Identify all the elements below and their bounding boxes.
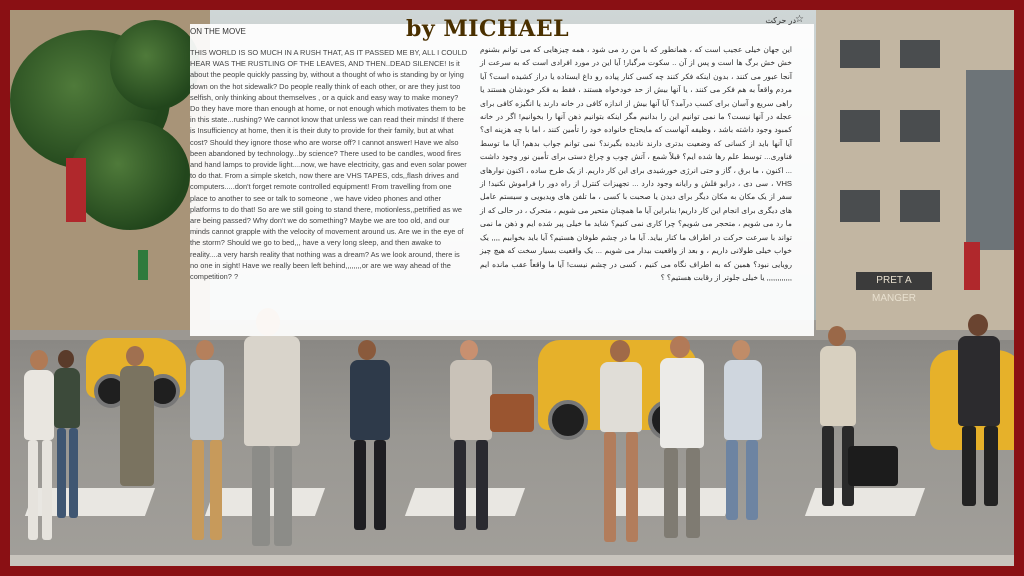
tree	[110, 20, 200, 110]
curb	[10, 555, 1014, 575]
handbag	[848, 446, 898, 486]
english-body-text: THIS WORLD IS SO MUCH IN A RUSH THAT, AS IT PASSED ME BY, ALL I COULD HEAR WAS THE RUSTLING OF THE LEAVES, AND THEN..DEAD SILENCE! Is it about the people quickly passing by, without a thought of who is standing by or lying down on the hot sidewalk? Do people really think of each other, or are they just too selfish, only thinking about themselves , or a quick and easy way to make money? Do they have more than enough at home, or not enough which motivates them to be in this state...rushing? We cannot know that unless we can read their minds! If there is Insufficiency at home, then it is their duty to provide for their family, but at what cost? Should they ignore those who are worse off? I cannot answer! Have we also been abandoned by technology...by science? There used to be candles, wood fires and hand lamps to provide light....now, we have electricity, gas and even solar power to do that. From a simple sketch, now there are VHS TAPES, cds,,flash drives and computers.....don't forget remote controlled equipment! From travelling from one place to another to see or talk to someone , we have video phones and other platforms to do that! So are we still going to stand there, motionless,,petrified as we are being passed? Why don't we do something? Maybe we are too old, and our minds cannot grapple with the velocity of movement around us. Are we in the eye of the storm? Should we go to bed,,, have a very long sleep, and then awake to reality....a very harsh reality that nothing was a dream? As we look around, there is no one in sight! Have we really been left behind,,,,,,,,or are we way ahead of the competition? ?	[190, 48, 468, 282]
star-icon: ☆	[795, 14, 804, 25]
handbag	[490, 394, 534, 432]
author-signature: by MICHAEL	[406, 16, 570, 42]
shop-sign: PRET A MANGER	[856, 272, 932, 290]
street-sign	[138, 250, 148, 280]
persian-title: در حرکت	[765, 16, 796, 25]
persian-body-text: این جهان خیلی عجیب است که ، همانطور که با من رد می شود ، همه چیزهایی که می توانم بشنوم خش خش برگ ها است و پس از آن .. سکوت مرگبار! آیا این در مورد افرادی است که به سرعت از آنجا عبور می کنند ، بدون اینکه فکر کنند چه کسی کنار پیاده رو داغ ایستاده یا دراز کشیده است؟ آیا مردم واقعاً به هم فکر می کنند ، یا آنها بیش از حد خودخواه هستند ، فقط به فکر خودشان هستند یا راهی سریع و آسان برای کسب درآمد؟ آیا آنها بیش از اندازه کافی در خانه دارند یا انگیزه کافی برای عجله در آنها نیست؟ ما نمی توانیم این را بدانیم مگر اینکه بتوانیم ذهن آنها را بخوانیم! اگر در خانه کمبود وجود داشته باشد ، وظیفه آنهاست که مایحتاج خانواده خود را تأمین کنند ، اما با چه هزینه ای؟ آیا آنها باید از کسانی که وضعیت بدتری دارند نادیده بگیرند؟ نمی توانم جواب بدهم! آیا ما توسط فناوری... توسط علم رها شده ایم؟ قبلاً شمع ، آتش چوب و چراغ دستی برای تأمین نور وجود داشت ... اکنون ، ما برق ، گاز و حتی انرژی خورشیدی برای این کار داریم. از یک طرح ساده ، اکنون نوارهای VHS ، سی دی ، درایو فلش و رایانه وجود دارد ... تجهیزات کنترل از راه دور را فراموش نکنید! از سفر از یک مکان به مکان دیگر برای دیدن یا صحبت با کسی ، ما تلفن های ویدیویی و سیستم عامل های دیگری برای انجام این کار داریم! بنابراین آیا ما همچنان متحیر می شویم ، متحرک ، در حالی که از ما رد می شویم ، متحجر می شویم؟ چرا کاری نمی کنیم؟ شاید ما خیلی پیر شده ایم و ذهن ما نمی تواند با سرعت حرکت در اطراف ما کنار بیاید. آیا ما در چشم طوفان هستیم؟ آیا باید بخوابیم ,,,, یک خواب خیلی طولانی داریم ، و بعد از واقعیت بیدار می شویم ... یک واقعیت بسیار سخت که هیچ چیز رویایی نبود؟ همین که به اطراف نگاه می کنیم ، کسی در چشم نیست! آیا ما واقعاً عقب مانده ایم ,,,,,,,,,,,, یا خیلی جلوتر از رقابت هستیم؟ ؟	[480, 45, 792, 282]
english-title: ON THE MOVE	[190, 27, 246, 36]
banner-sign	[66, 158, 86, 222]
tree	[70, 120, 190, 230]
banner-sign	[964, 242, 980, 290]
